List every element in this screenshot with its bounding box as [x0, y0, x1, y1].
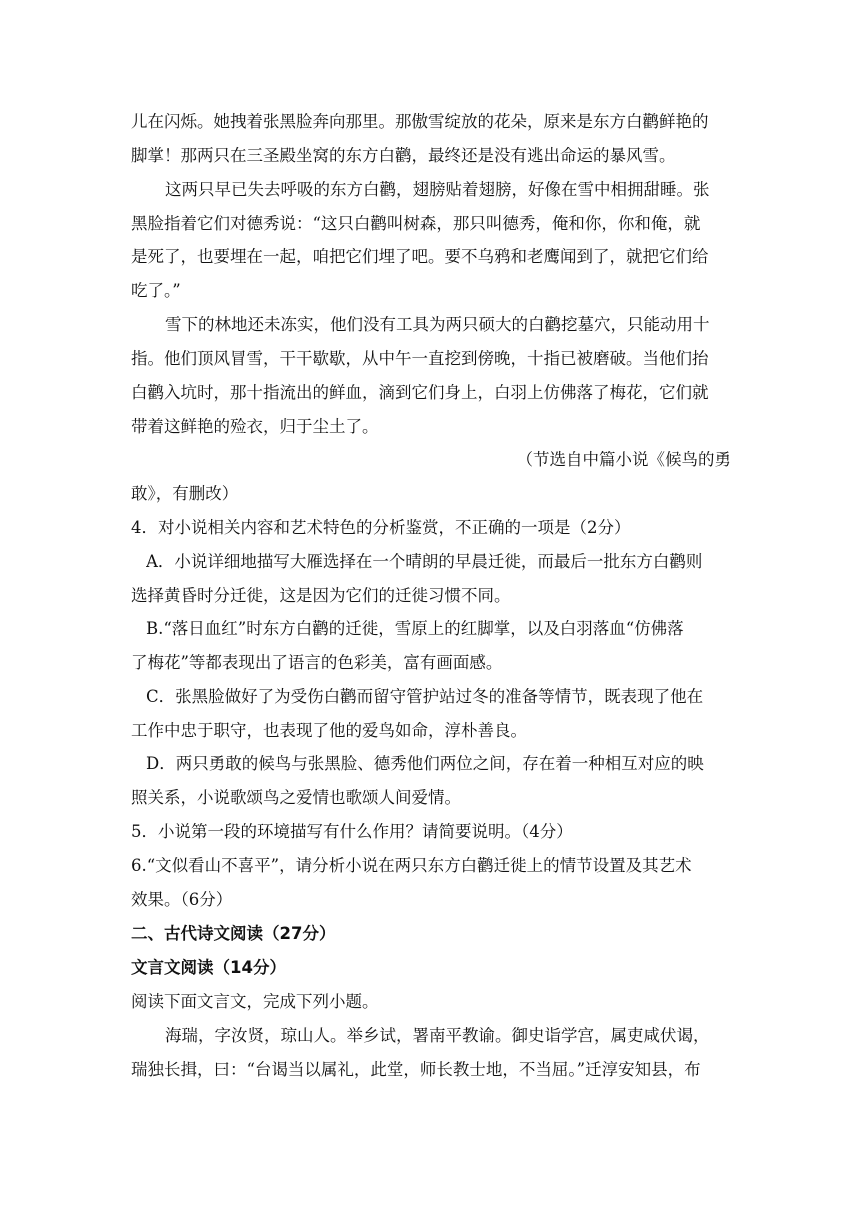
section-heading: 二、古代诗文阅读（27分）	[131, 924, 336, 943]
reading-instruction: 阅读下面文言文，完成下列小题。	[131, 992, 379, 1011]
passage-line: 脚掌！那两只在三圣殿坐窝的东方白鹳，最终还是没有逃出命运的暴风雪。	[131, 146, 676, 165]
passage-line: 黑脸指着它们对德秀说：“这只白鹳叫树森，那只叫德秀，俺和你，你和俺，就	[131, 214, 701, 233]
option-b-cont: 了梅花”等都表现出了语言的色彩美，富有画面感。	[131, 653, 503, 672]
option-a-cont: 选择黄昏时分迁徙，这是因为它们的迁徙习惯不同。	[131, 586, 511, 605]
classical-text-line: 海瑞，字汝贤，琼山人。举乡试，署南平教谕。御史诣学宫，属吏咸伏谒，	[165, 1026, 710, 1045]
passage-line: 雪下的林地还未冻实，他们没有工具为两只硕大的白鹳挖墓穴，只能动用十	[165, 315, 710, 334]
question-5: 5．小说第一段的环境描写有什么作用？请简要说明。（4分）	[131, 822, 573, 841]
classical-text-line: 瑞独长揖，曰：“台谒当以属礼，此堂，师长教士地，不当屈。”迁淳安知县，布	[131, 1060, 701, 1079]
question-6-cont: 效果。（6分）	[131, 890, 233, 909]
passage-line: 白鹳入坑时，那十指流出的鲜血，滴到它们身上，白羽上仿佛落了梅花，它们就	[131, 383, 709, 402]
question-4-stem: 4．对小说相关内容和艺术特色的分析鉴赏，不正确的一项是（2分）	[131, 518, 631, 537]
option-b: B.“落日血红”时东方白鹳的迁徙，雪原上的红脚掌，以及白羽落血“仿佛落	[146, 619, 684, 638]
section-subheading: 文言文阅读（14分）	[131, 958, 286, 977]
passage-line: 指。他们顶风冒雪，干干歇歇，从中午一直挖到傍晚，十指已被磨破。当他们抬	[131, 349, 709, 368]
option-c: C．张黑脸做好了为受伤白鹳而留守管护站过冬的准备等情节，既表现了他在	[146, 687, 704, 706]
source-citation-cont: 敢》，有删改）	[131, 484, 239, 503]
passage-line: 是死了，也要埋在一起，咱把它们埋了吧。要不乌鸦和老鹰闻到了，就把它们给	[131, 247, 709, 266]
question-6: 6.“文似看山不喜平”，请分析小说在两只东方白鹳迁徙上的情节设置及其艺术	[131, 856, 692, 875]
passage-line: 儿在闪烁。她拽着张黑脸奔向那里。那傲雪绽放的花朵，原来是东方白鹳鲜艳的	[131, 112, 709, 131]
option-a: A．小说详细地描写大雁选择在一个晴朗的早晨迁徙，而最后一批东方白鹳则	[146, 552, 703, 571]
option-c-cont: 工作中忠于职守，也表现了他的爱鸟如命，淳朴善良。	[131, 721, 527, 740]
option-d-cont: 照关系，小说歌颂鸟之爱情也歌颂人间爱情。	[131, 788, 461, 807]
passage-line: 这两只早已失去呼吸的东方白鹳，翅膀贴着翅膀，好像在雪中相拥甜睡。张	[165, 180, 710, 199]
passage-line: 带着这鲜艳的殓衣，归于尘土了。	[131, 417, 379, 436]
source-citation: （节选自中篇小说《候鸟的勇	[516, 450, 731, 469]
option-d: D．两只勇敢的候鸟与张黑脸、德秀他们两位之间，存在着一种相互对应的映	[146, 754, 704, 773]
passage-line: 吃了。”	[131, 281, 181, 300]
